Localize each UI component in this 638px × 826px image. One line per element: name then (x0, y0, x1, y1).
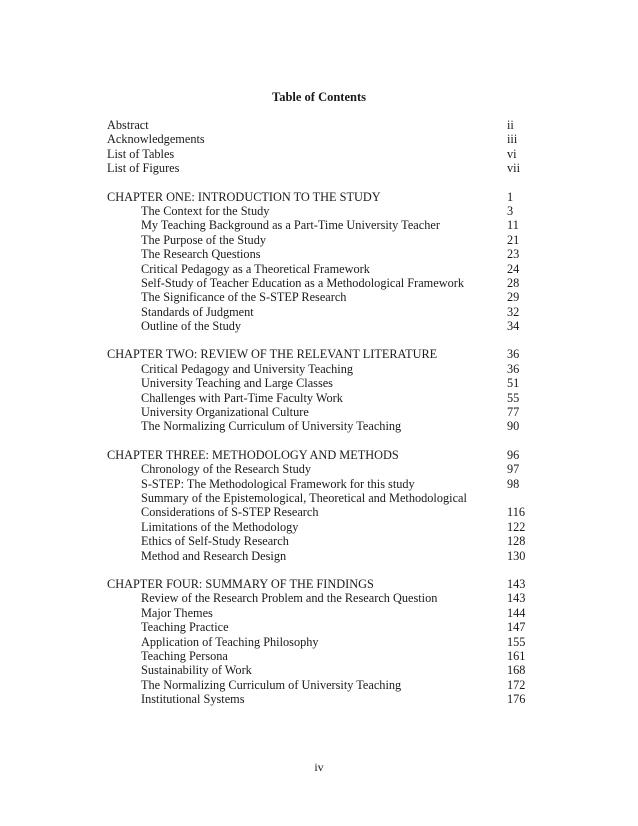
toc-subentry (107, 391, 547, 405)
entry-title: Standards of Judgment (141, 304, 254, 319)
toc-subentry (107, 534, 547, 548)
toc-subentry (107, 678, 547, 692)
entry-page-number: 34 (507, 319, 520, 334)
chapter-heading (107, 347, 547, 361)
entry-title: Teaching Practice (141, 620, 229, 635)
entry-page-number: 128 (507, 534, 526, 549)
toc-subentry (107, 663, 547, 677)
chapter-section (107, 190, 547, 334)
entry-title: Critical Pedagogy and University Teaching (141, 361, 354, 376)
toc-subentry (107, 204, 547, 218)
chapter-section (107, 347, 547, 433)
entry-page-number: 172 (507, 677, 526, 692)
entry-page-number: ii (507, 118, 514, 132)
entry-page-number: 143 (507, 576, 526, 591)
entry-title: The Normalizing Curriculum of University Teaching (141, 677, 402, 692)
entry-title: S-STEP: The Methodological Framework for this study (141, 476, 415, 491)
toc-subentry (107, 419, 547, 433)
toc-entry (107, 161, 547, 175)
entry-page-number: 147 (507, 620, 526, 635)
chapter-heading (107, 448, 547, 462)
entry-page-number: 168 (507, 663, 526, 678)
toc-subentry (107, 477, 547, 491)
chapter-section (107, 448, 547, 563)
entry-title: CHAPTER ONE: INTRODUCTION TO THE STUDY (107, 189, 381, 204)
entry-page-number: 11 (507, 218, 519, 233)
toc-subentry (107, 606, 547, 620)
entry-page-number: 21 (507, 232, 520, 247)
toc-subentry (107, 520, 547, 534)
toc-subentry (107, 405, 547, 419)
entry-title: Application of Teaching Philosophy (141, 634, 319, 649)
entry-title: My Teaching Background as a Part-Time University Teacher (141, 218, 440, 233)
entry-page-number: 176 (507, 692, 526, 707)
entry-title: Sustainability of Work (141, 663, 252, 678)
toc-entry (107, 132, 547, 146)
entry-page-number: 97 (507, 462, 520, 477)
toc-subentry (107, 620, 547, 634)
toc-subentry (107, 233, 547, 247)
entry-title: Method and Research Design (141, 548, 287, 563)
entry-page-number: vi (507, 146, 517, 161)
entry-page-number: 116 (507, 505, 525, 520)
entry-page-number: 143 (507, 591, 526, 606)
toc-subentry (107, 362, 547, 376)
entry-title: CHAPTER THREE: METHODOLOGY AND METHODS (107, 447, 399, 462)
entry-title: Self-Study of Teacher Education as a Methodological Framework (141, 275, 464, 290)
entry-page-number: 130 (507, 548, 526, 563)
toc-subentry (107, 276, 547, 290)
entry-page-number: 96 (507, 447, 520, 462)
chapter-heading (107, 190, 547, 204)
entry-title: Teaching Persona (141, 648, 228, 663)
entry-title: List of Figures (107, 161, 180, 176)
entry-page-number: 155 (507, 634, 526, 649)
entry-title: The Context for the Study (141, 203, 270, 218)
entry-page-number: 90 (507, 419, 520, 434)
entry-title: Institutional Systems (141, 692, 245, 707)
toc-subentry (107, 491, 547, 505)
entry-page-number: 28 (507, 275, 520, 290)
entry-title: Major Themes (141, 605, 213, 620)
toc-subentry (107, 305, 547, 319)
toc-subentry (107, 319, 547, 333)
entry-page-number: 24 (507, 261, 520, 276)
entry-page-number: 51 (507, 376, 520, 391)
entry-page-number: 55 (507, 390, 520, 405)
entry-page-number: 77 (507, 405, 520, 420)
toc-entry (107, 147, 547, 161)
entry-page-number: 122 (507, 519, 526, 534)
entry-title: Abstract (107, 118, 149, 132)
entry-title: The Significance of the S-STEP Research (141, 290, 347, 305)
chapter-section (107, 577, 547, 707)
entry-page-number: 98 (507, 476, 520, 491)
toc-subentry (107, 262, 547, 276)
toc-subentry (107, 549, 547, 563)
entry-page-number: 23 (507, 247, 520, 262)
entry-title: The Purpose of the Study (141, 232, 267, 247)
toc-subentry (107, 505, 547, 519)
entry-page-number: 1 (507, 189, 514, 204)
toc-subentry (107, 218, 547, 232)
toc-subentry (107, 635, 547, 649)
entry-page-number: iii (507, 132, 518, 147)
front-matter-section (107, 118, 547, 176)
entry-page-number: vii (507, 161, 520, 176)
entry-title: Considerations of S-STEP Research (141, 505, 319, 520)
entry-page-number: 161 (507, 648, 526, 663)
entry-title: The Normalizing Curriculum of University Teaching (141, 419, 402, 434)
entry-title: The Research Questions (141, 247, 261, 262)
toc-subentry (107, 692, 547, 706)
entry-page-number: 36 (507, 347, 520, 362)
entry-page-number: 144 (507, 605, 526, 620)
toc-subentry (107, 462, 547, 476)
entry-title: Challenges with Part-Time Faculty Work (141, 390, 343, 405)
entry-page-number: 36 (507, 361, 520, 376)
entry-title: Outline of the Study (141, 319, 242, 334)
entry-title: Ethics of Self-Study Research (141, 534, 289, 549)
entry-page-number (507, 491, 547, 505)
chapter-heading (107, 577, 547, 591)
entry-title: University Teaching and Large Classes (141, 376, 333, 391)
page-title: Table of Contents (272, 90, 366, 104)
entry-title: University Organizational Culture (141, 405, 309, 420)
toc-entry (107, 118, 547, 132)
entry-title: List of Tables (107, 146, 175, 161)
entry-page-number: 29 (507, 290, 520, 305)
entry-title: Acknowledgements (107, 132, 205, 147)
entry-page-number: 3 (507, 203, 514, 218)
entry-page-number: 32 (507, 304, 520, 319)
entry-title: Review of the Research Problem and the Research Question (141, 591, 438, 606)
page-number: iv (314, 760, 324, 774)
toc-subentry (107, 290, 547, 304)
toc-subentry (107, 649, 547, 663)
entry-title: Limitations of the Methodology (141, 519, 299, 534)
entry-title: CHAPTER FOUR: SUMMARY OF THE FINDINGS (107, 576, 374, 591)
toc-subentry (107, 247, 547, 261)
entry-title: CHAPTER TWO: REVIEW OF THE RELEVANT LITERATURE (107, 347, 438, 362)
table-of-contents (107, 118, 547, 720)
entry-title: Summary of the Epistemological, Theoretical and Methodological (141, 490, 467, 505)
entry-title: Critical Pedagogy as a Theoretical Framework (141, 261, 370, 276)
toc-subentry (107, 376, 547, 390)
toc-subentry (107, 591, 547, 605)
entry-title: Chronology of the Research Study (141, 462, 312, 477)
